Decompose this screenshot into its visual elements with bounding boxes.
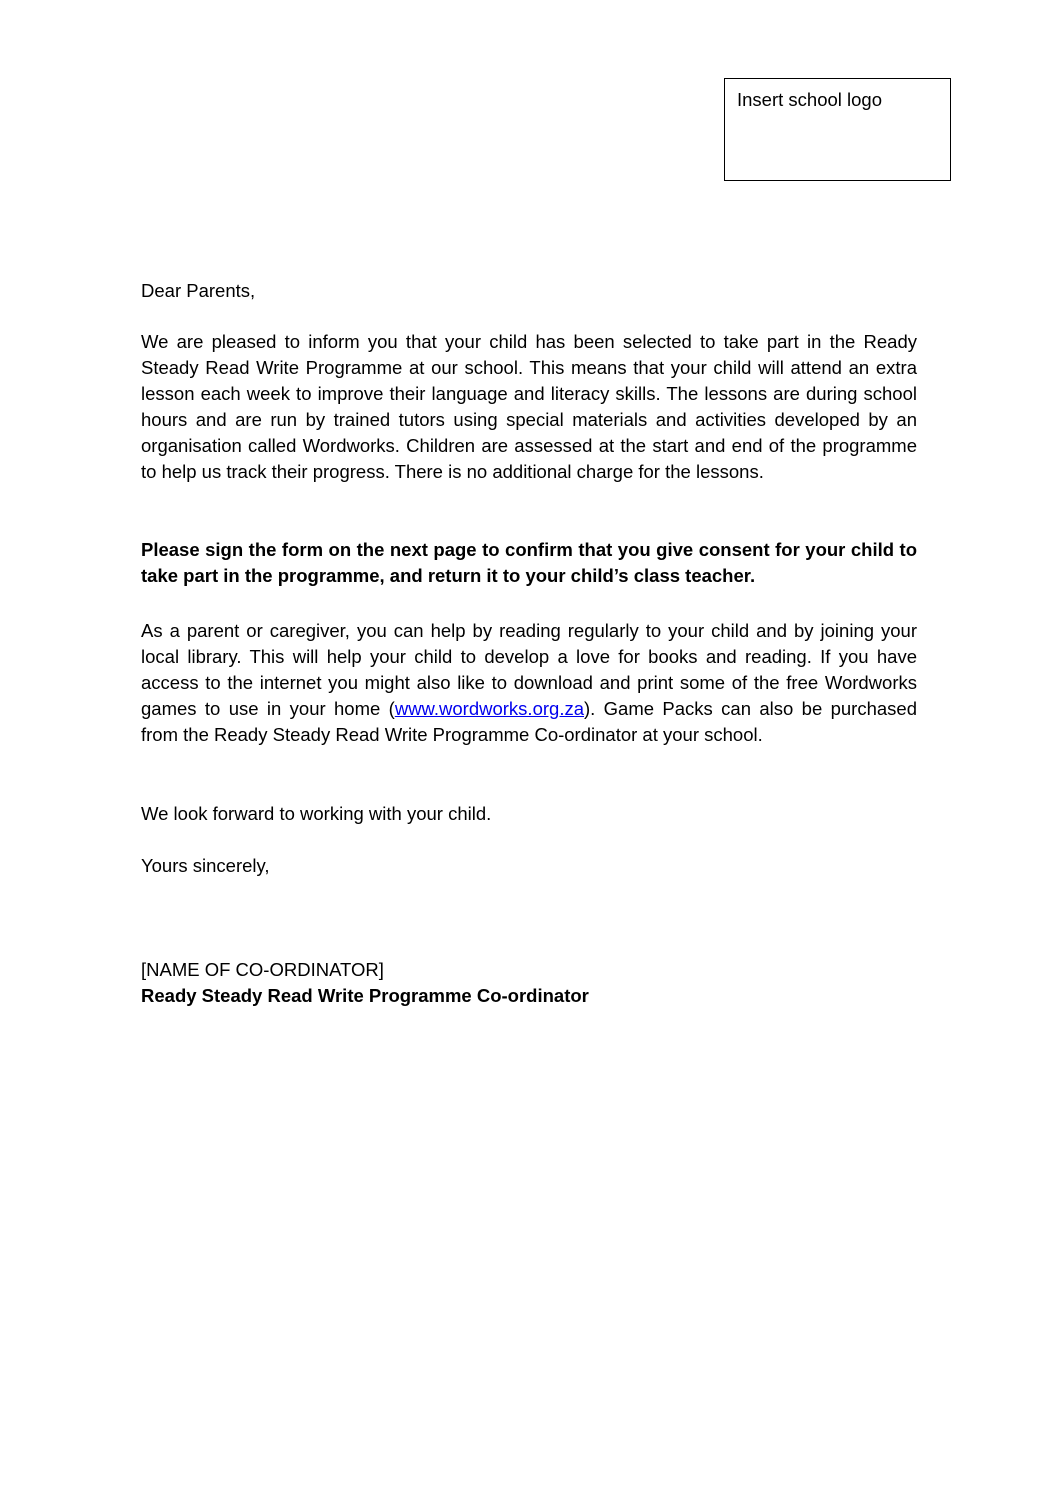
paragraph-parent-help-text-2: ). Game Packs can also be purchased from the Ready Steady Read Write Programme Co-ordinator at your school. <box>141 698 918 745</box>
paragraph-parent-help <box>141 618 917 748</box>
paragraph-parent-help-text-1: As a parent or caregiver, you can help by reading regularly to your child and by joining your local library. This will help your child to develop a love for books and reading. If you have access to the internet you might also like to download and print some of the free Wordworks games to use in your home ( <box>141 620 917 719</box>
paragraph-look-forward: We look forward to working with your child. <box>141 803 492 824</box>
salutation: Dear Parents, <box>141 280 256 301</box>
logo-placeholder-text: Insert school logo <box>737 89 883 110</box>
signature-name: [NAME OF CO-ORDINATOR] <box>141 959 384 980</box>
signature-title: Ready Steady Read Write Programme Co-ordinator <box>141 985 589 1006</box>
closing: Yours sincerely, <box>141 855 270 876</box>
wordworks-website-link[interactable]: www.wordworks.org.za <box>394 698 584 719</box>
paragraph-programme-info: We are pleased to inform you that your child has been selected to take part in the Ready Steady Read Write Programme at our school. This means that your child will attend an extra lesson each week to improve their language and literacy skills. The lessons are during school hours and are run by trained tutors using special materials and activities developed by an organisation called Wordworks. Children are assessed at the start and end of the programme to help us track their progress. There is no additional charge for the lessons. <box>141 331 917 482</box>
paragraph-consent-request: Please sign the form on the next page to confirm that you give consent for your child to take part in the programme, and return it to your child’s class teacher. <box>141 539 917 586</box>
school-logo-placeholder <box>724 78 951 181</box>
